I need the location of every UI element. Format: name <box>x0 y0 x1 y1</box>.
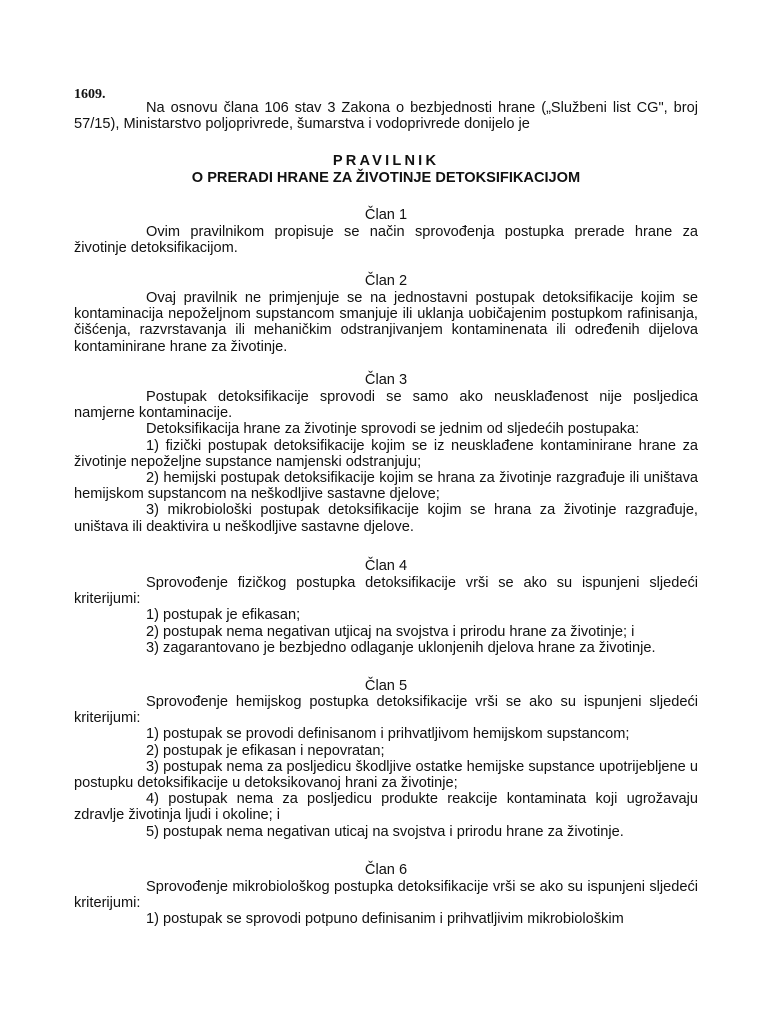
intro-paragraph <box>74 100 698 132</box>
article-1-body <box>74 224 698 256</box>
article-3-item-2: 2) hemijski postupak detoksifikacije kojim se hrana za životinje razgrađuje ili uništava hemijskom supstancom na neškodljive sastavne djelove; <box>74 470 698 503</box>
article-5-item-4: 4) postupak nema za posljedicu produkte reakcije kontaminata koji ugrožavaju zdravlje životinja ljudi i okoline; i <box>74 791 698 824</box>
article-6-heading: Član 6 <box>364 862 408 878</box>
article-5-item-5: 5) postupak nema negativan uticaj na svojstva i prirodu hrane za životinje. <box>146 823 624 840</box>
article-3-paragraph-2: Detoksifikacija hrane za životinje sprovodi se jednim od sljedećih postupaka: <box>146 421 640 438</box>
article-4-item-1: 1) postupak je efikasan; <box>146 607 301 624</box>
article-3-item-3: 3) mikrobiološki postupak detoksifikacije kojim se hrana za životinje razgrađuje, uništava ili deaktivira u neškodljive sastavne djelove. <box>74 502 698 535</box>
document-title: PRAVILNIK <box>332 153 440 169</box>
article-5-item-2: 2) postupak je efikasan i nepovratan; <box>146 742 385 759</box>
article-1-text: Ovim pravilnikom propisuje se način sprovođenja postupka prerade hrane za životinje detoksifikacijom. <box>74 224 698 257</box>
article-2-text: Ovaj pravilnik ne primjenjuje se na jednostavni postupak detoksifikacije kojim se kontaminacija nepoželjnom supstancom smanjuje ili uklanja uobičajenim postupkom rafinisanja, čišćenja, razvrstavanja ili mehaničkim odstranjivanjem kontaminenata ili određenih dijelova kontaminirane hrane za životinje. <box>74 290 698 355</box>
article-4-heading: Član 4 <box>364 558 408 574</box>
article-5-body <box>74 694 698 840</box>
article-2-heading: Član 2 <box>364 273 408 289</box>
article-6-item-1: 1) postupak se sprovodi potpuno definisanim i prihvatljivim mikrobiološkim <box>146 911 624 928</box>
article-4-item-3: 3) zagarantovano je bezbjedno odlaganje uklonjenih djelova hrane za životinje. <box>146 639 656 656</box>
document-subtitle: O PRERADI HRANE ZA ŽIVOTINJE DETOKSIFIKACIJOM <box>191 169 581 186</box>
article-3-heading: Član 3 <box>364 372 408 388</box>
article-5-item-1: 1) postupak se provodi definisanom i prihvatljivom hemijskom supstancom; <box>146 726 630 743</box>
article-5-paragraph-1: Sprovođenje hemijskog postupka detoksifikacije vrši se ako su ispunjeni sljedeći kriterijumi: <box>74 694 698 727</box>
article-1-heading: Član 1 <box>364 207 408 223</box>
article-6-body <box>74 879 698 928</box>
article-3-paragraph-1: Postupak detoksifikacije sprovodi se samo ako neusklađenost nije posljedica namjerne kontaminacije. <box>74 389 698 422</box>
article-6-paragraph-1: Sprovođenje mikrobiološkog postupka detoksifikacije vrši se ako su ispunjeni sljedeći kriterijumi: <box>74 879 698 912</box>
document-number: 1609. <box>74 87 106 102</box>
article-3-item-1: 1) fizički postupak detoksifikacije kojim se iz neusklađene kontaminirane hrane za životinje nepoželjne supstance namjenski odstranjuju; <box>74 437 698 470</box>
document-title-block <box>74 153 698 186</box>
article-5-heading: Član 5 <box>364 678 408 694</box>
article-3-body <box>74 389 698 535</box>
article-4-item-2: 2) postupak nema negativan utjicaj na svojstva i prirodu hrane za životinje; i <box>146 623 635 640</box>
article-4-body <box>74 575 698 656</box>
article-4-paragraph-1: Sprovođenje fizičkog postupka detoksifikacije vrši se ako su ispunjeni sljedeći kriterijumi: <box>74 575 698 608</box>
article-2-body <box>74 290 698 355</box>
article-5-item-3: 3) postupak nema za posljedicu škodljive ostatke hemijske supstance upotrijebljene u postupku detoksifikacije u detoksikovanoj hrani za životinje; <box>74 758 698 792</box>
intro-text: Na osnovu člana 106 stav 3 Zakona o bezbjednosti hrane („Službeni list CG", broj 57/15), Ministarstvo poljoprivrede, šumarstva i vodoprivrede donijelo je <box>74 100 698 133</box>
